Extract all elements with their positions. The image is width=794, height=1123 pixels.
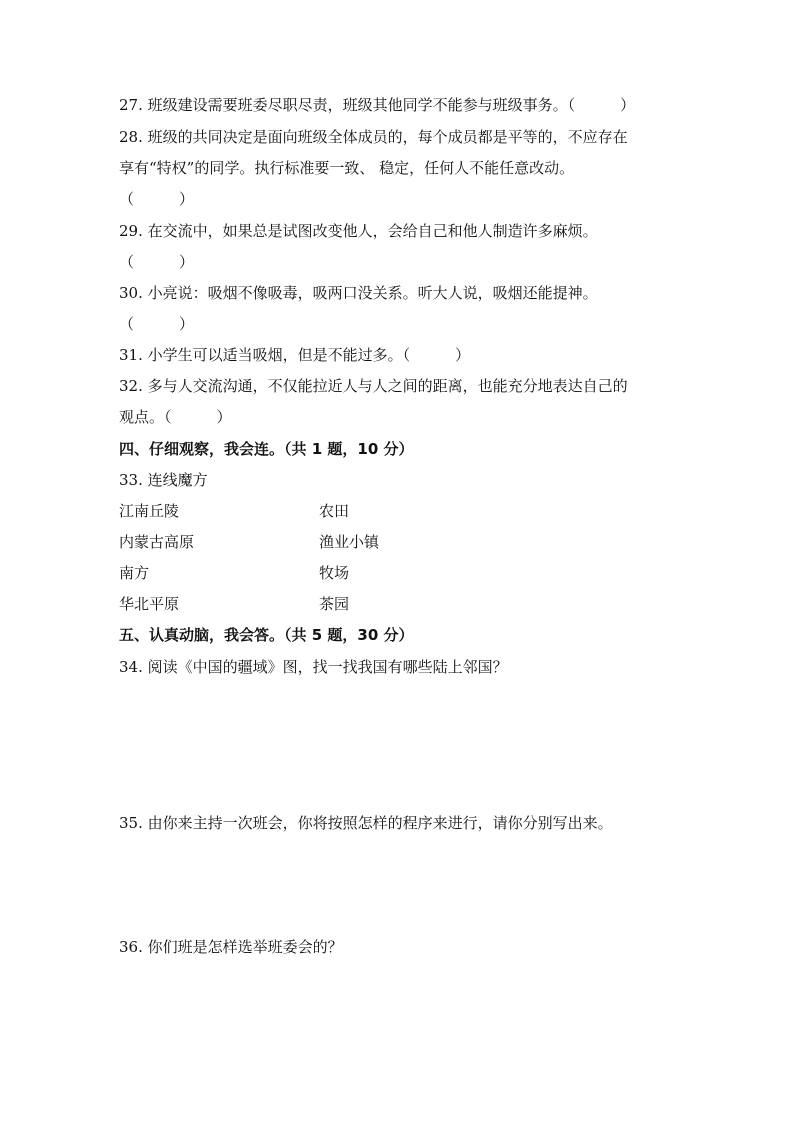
question-28-line-1: 28. 班级的共同决定是面向班级全体成员的，每个成员都是平等的，不应存在 — [119, 128, 628, 146]
match-right-item: 茶园 — [319, 595, 350, 613]
section-5-heading: 五、认真动脑，我会答。（共 5 题，30 分） — [119, 626, 414, 644]
question-36: 36. 你们班是怎样选举班委会的？ — [119, 938, 343, 956]
match-left-item: 华北平原 — [119, 595, 180, 613]
match-left-item: 南方 — [119, 564, 150, 582]
section-4-heading: 四、仔细观察，我会连。（共 1 题，10 分） — [119, 440, 414, 458]
match-right-item: 牧场 — [319, 564, 350, 582]
question-31: 31. 小学生可以适当吸烟，但是不能过多。（ ） — [119, 346, 471, 364]
question-32-line-1: 32. 多与人交流沟通，不仅能拉近人与人之间的距离，也能充分地表达自己的 — [119, 377, 628, 395]
question-32-line-2: 观点。（ ） — [119, 408, 232, 426]
question-30: 30. 小亮说：吸烟不像吸毒，吸两口没关系。听大人说，吸烟还能提神。 — [119, 284, 598, 302]
question-30-answer-bracket: （ ） — [119, 315, 195, 333]
question-28-answer-bracket: （ ） — [119, 190, 195, 208]
match-right-item: 渔业小镇 — [319, 533, 380, 551]
match-left-item: 江南丘陵 — [119, 502, 180, 520]
question-28-line-2: 享有“特权”的同学。执行标准要一致、 稳定，任何人不能任意改动。 — [119, 159, 575, 177]
question-27: 27. 班级建设需要班委尽职尽责，班级其他同学不能参与班级事务。（ ） — [119, 96, 636, 114]
match-left-item: 内蒙古高原 — [119, 533, 195, 551]
match-right-item: 农田 — [319, 502, 350, 520]
question-29: 29. 在交流中，如果总是试图改变他人，会给自己和他人制造许多麻烦。 — [119, 222, 598, 240]
question-29-answer-bracket: （ ） — [119, 253, 195, 271]
question-35: 35. 由你来主持一次班会，你将按照怎样的程序来进行，请你分别写出来。 — [119, 814, 613, 832]
question-33-title: 33. 连线魔方 — [119, 471, 208, 489]
question-34: 34. 阅读《中国的疆域》图，找一找我国有哪些陆上邻国？ — [119, 658, 508, 676]
